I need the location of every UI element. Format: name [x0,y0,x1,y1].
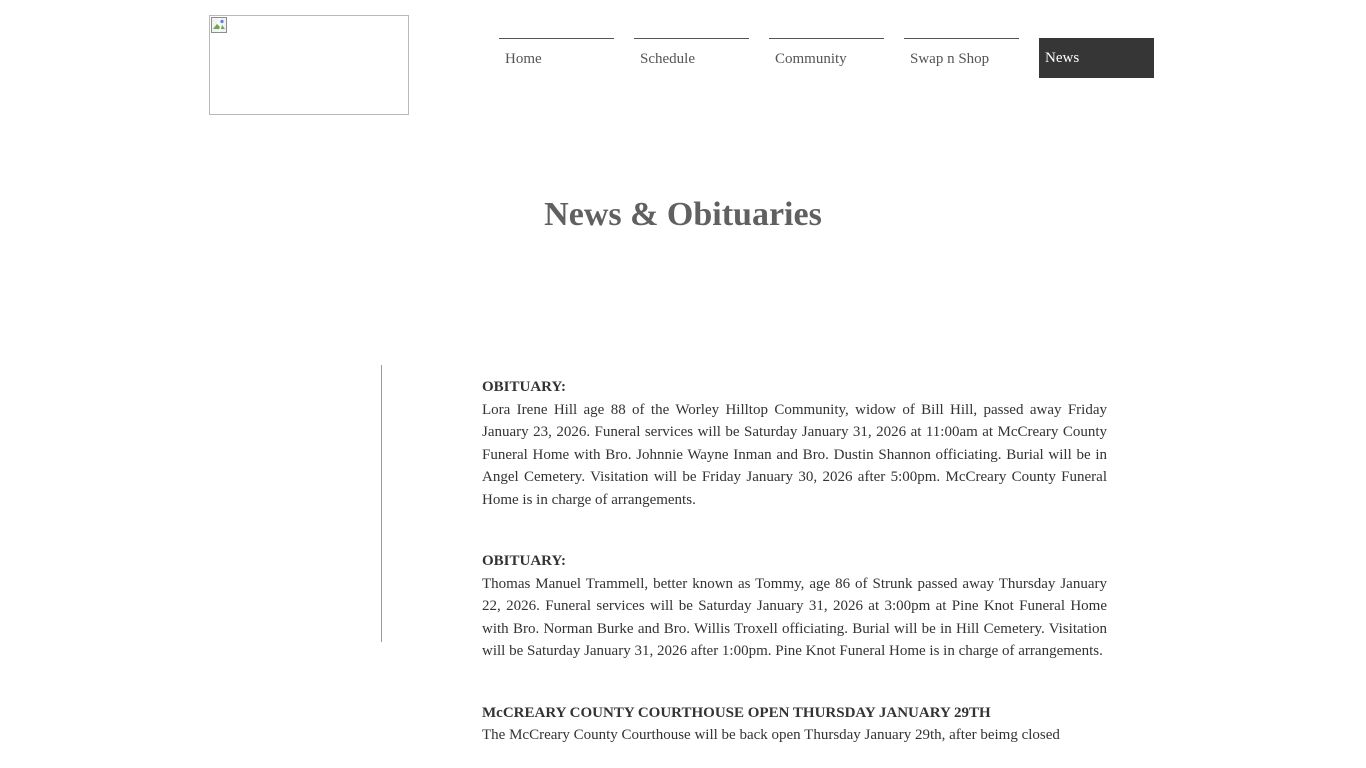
vertical-divider [381,365,382,642]
nav-item-label: Schedule [640,51,695,67]
news-list [482,376,1107,768]
site-logo[interactable] [209,15,409,115]
nav-item-news[interactable] [1039,38,1154,78]
page-title: News & Obituaries [544,196,822,233]
nav-item-label: Community [775,51,847,67]
nav-item-label: Swap n Shop [910,51,990,67]
article-body: Lora Irene Hill age 88 of the Worley Hilltop Community, widow of Bill Hill, passed away Friday January 23, 2026. Funeral services will be Saturday January 31, 2026 at 11:00am at McCreary County Funeral Home with Bro. Johnnie Wayne Inman and Bro. Dustin Shannon officiating. Burial will be in Angel Cemetery. Visitation will be Friday January 30, 2026 after 5:00pm. McCreary County Funeral Home is in charge of arrangements. [482,401,1107,508]
broken-image-icon [211,17,227,33]
nav-item-label: Home [505,51,542,67]
nav-item-home[interactable] [499,38,614,78]
article-heading: OBITUARY: [482,379,566,395]
article-body: Thomas Manuel Trammell, better known as Tommy, age 86 of Strunk passed away Thursday January 22, 2026. Funeral services will be Saturday January 31, 2026 at 3:00pm at Pine Knot Funeral Home with Bro. Norman Burke and Bro. Willis Troxell officiating. Burial will be in Hill Cemetery. Visitation will be Saturday January 31, 2026 after 1:00pm. Pine Knot Funeral Home is in charge of arrangements. [482,575,1107,659]
nav-item-community[interactable] [769,38,884,78]
nav-item-swap-n-shop[interactable] [904,38,1019,78]
news-article [482,550,1107,663]
nav-item-label: News [1045,50,1080,66]
article-heading: OBITUARY: [482,553,566,569]
article-heading: McCREARY COUNTY COURTHOUSE OPEN THURSDAY JANUARY 29TH [482,704,991,721]
news-article [482,376,1107,511]
news-article [482,702,1107,747]
article-body: The McCreary County Courthouse will be back open Thursday January 29th, after beimg closed [482,727,1060,743]
nav-item-schedule[interactable] [634,38,749,78]
